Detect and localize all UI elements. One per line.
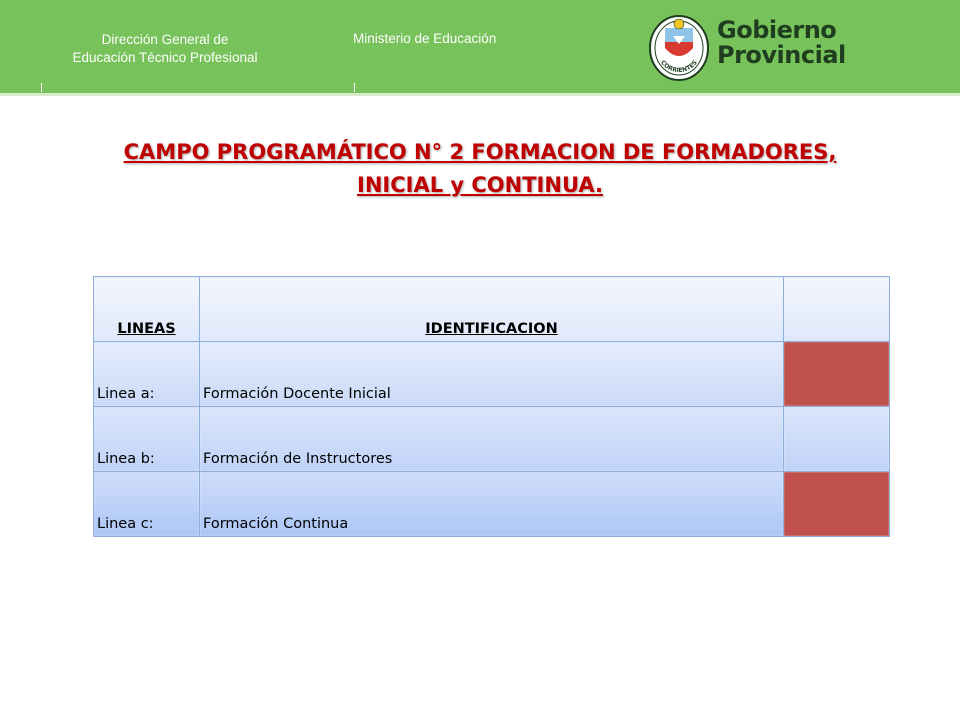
- lines-table: [93, 276, 890, 537]
- ministry-name: Ministerio de Educación: [353, 31, 497, 46]
- gobierno-provincial-logo: [717, 18, 846, 68]
- linea-cell: Linea b:: [94, 407, 200, 472]
- marker-cell: [784, 472, 890, 537]
- column-header-lineas: LINEAS: [94, 277, 200, 342]
- linea-cell: Linea a:: [94, 342, 200, 407]
- department-line-1: Dirección General de: [101, 32, 229, 47]
- column-header-identificacion: IDENTIFICACION: [200, 277, 784, 342]
- department-line-2: Educación Técnico Profesional: [72, 50, 258, 65]
- gov-logo-line-2: Provincial: [717, 41, 846, 69]
- page-title: [40, 136, 920, 202]
- gov-logo-line-1: Gobierno: [717, 16, 837, 44]
- title-line-2: INICIAL y CONTINUA.: [357, 173, 603, 197]
- identificacion-cell: Formación Docente Inicial: [200, 342, 784, 407]
- seal-text: CORRIENTES: [659, 59, 699, 75]
- divider-tick-left: [41, 83, 42, 92]
- linea-cell: Linea c:: [94, 472, 200, 537]
- marker-cell: [784, 342, 890, 407]
- table-header-row: [94, 277, 890, 342]
- divider-tick-right: [354, 83, 355, 92]
- department-name: [20, 31, 310, 67]
- column-header-marker: [784, 277, 890, 342]
- corrientes-seal-logo: [648, 12, 710, 82]
- marker-cell: [784, 407, 890, 472]
- header-bar: [0, 0, 960, 93]
- table-row: [94, 342, 890, 407]
- table-row: [94, 472, 890, 537]
- identificacion-cell: Formación de Instructores: [200, 407, 784, 472]
- table-row: [94, 407, 890, 472]
- title-line-1: CAMPO PROGRAMÁTICO N° 2 FORMACION DE FORMADORES,: [123, 140, 837, 164]
- identificacion-cell: Formación Continua: [200, 472, 784, 537]
